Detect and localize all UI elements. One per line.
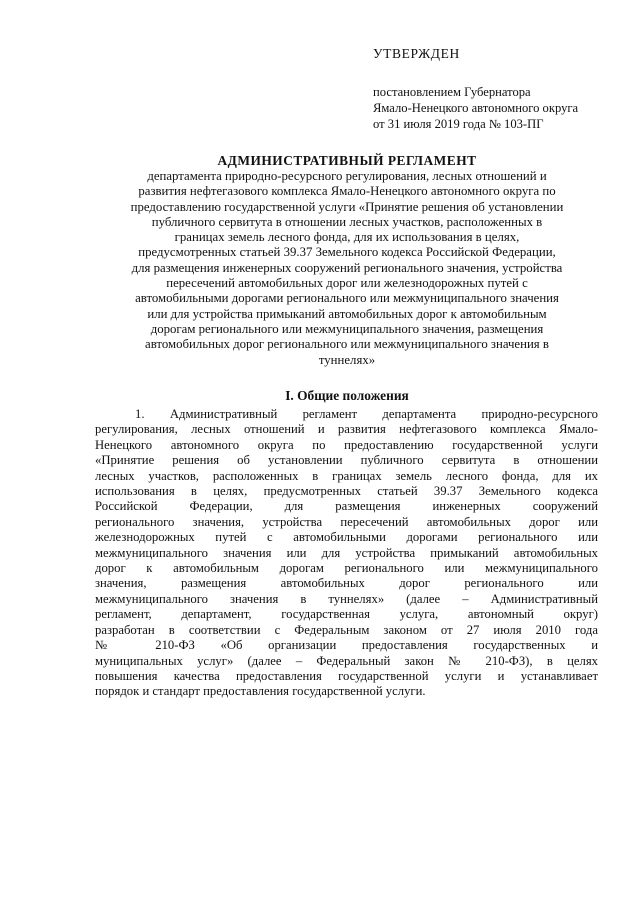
approval-line: от 31 июля 2019 года № 103-ПГ [373, 117, 544, 131]
subtitle-line: или для устройства примыканий автомобильных дорог к автомобильным [147, 306, 547, 321]
document-subtitle [88, 169, 606, 368]
paragraph-line: железнодорожных путей с автомобильными дорогами регионального или [95, 530, 598, 545]
approval-title: УТВЕРЖДЕН [373, 46, 460, 61]
paragraph-line: использования в целях, предусмотренных статьей 39.37 Земельного кодекса [95, 484, 598, 499]
approval-stamp [373, 46, 613, 132]
approval-line: Ямало-Ненецкого автономного округа [373, 101, 579, 115]
subtitle-line: развития нефтегазового комплекса Ямало-Ненецкого автономного округа по [138, 184, 556, 199]
paragraph-line: лесных участков, расположенных в границах земель лесного фонда, для их [95, 468, 598, 483]
subtitle-line: предоставлению государственной услуги «Принятие решения об установлении [130, 199, 564, 214]
subtitle-line: для размещения инженерных сооружений регионального значения, устройства [131, 260, 563, 275]
paragraph-line: «Принятие решения об установлении публичного сервитута в отношении [95, 453, 598, 468]
paragraph-line: межмуниципального значения или для устройства примыканий автомобильных [95, 545, 598, 560]
subtitle-line: автомобильными дорогами регионального или межмуниципального значения [135, 291, 559, 306]
paragraph-line: регионального значения, устройства пересечений автомобильных дорог или [95, 514, 598, 529]
paragraph-line: дорог к автомобильным дорогам регионального или межмуниципального [95, 561, 598, 576]
subtitle-line: автомобильных дорог регионального или межмуниципального значения в [145, 337, 549, 352]
paragraph-line: Российской Федерации, для размещения инженерных сооружений [95, 499, 598, 514]
document-header [88, 152, 606, 368]
paragraph-line: Ненецкого автономного округа по предоставлению государственной услуги [95, 437, 598, 452]
document-title: АДМИНИСТРАТИВНЫЙ РЕГЛАМЕНТ [217, 153, 477, 168]
section-paragraph [95, 407, 598, 700]
subtitle-line: туннелях» [318, 352, 376, 367]
paragraph-line: порядок и стандарт предоставления государственной услуги. [95, 684, 426, 699]
paragraph-line: повышения качества предоставления государственной услуги и устанавливает [95, 668, 598, 683]
approval-line: постановлением Губернатора [373, 85, 531, 99]
paragraph-line: разработан в соответствии с Федеральным законом от 27 июля 2010 года [95, 622, 598, 637]
subtitle-line: публичного сервитута в отношении лесных участков, расположенных в [151, 214, 543, 229]
paragraph-line: регулирования, лесных отношений и развития нефтегазового комплекса Ямало- [95, 422, 598, 437]
subtitle-line: пересечений автомобильных дорог или железнодорожных путей с [166, 276, 528, 291]
paragraph-line: 1. Административный регламент департамента природно-ресурсного [135, 407, 598, 421]
paragraph-line: значения, размещения автомобильных дорог регионального или [95, 576, 598, 591]
paragraph-line: № 210-ФЗ «Об организации предоставления государственных и [95, 638, 598, 653]
subtitle-line: границах земель лесного фонда, для их использования в целях, [174, 230, 520, 245]
paragraph-line: регламент, департамент, государственная услуга, автономный округ) [95, 607, 598, 622]
section-heading: I. Общие положения [285, 388, 409, 403]
subtitle-line: предусмотренных статьей 39.37 Земельного кодекса Российской Федерации, [138, 245, 556, 260]
subtitle-line: дорогам регионального или межмуниципального значения, размещения [150, 321, 544, 336]
paragraph-line: межмуниципального значения в туннелях» (далее – Административный [95, 591, 598, 606]
paragraph-line: муниципальных услуг» (далее – Федеральный закон № 210-ФЗ), в целях [95, 653, 598, 668]
subtitle-line: департамента природно-ресурсного регулирования, лесных отношений и [147, 169, 547, 183]
